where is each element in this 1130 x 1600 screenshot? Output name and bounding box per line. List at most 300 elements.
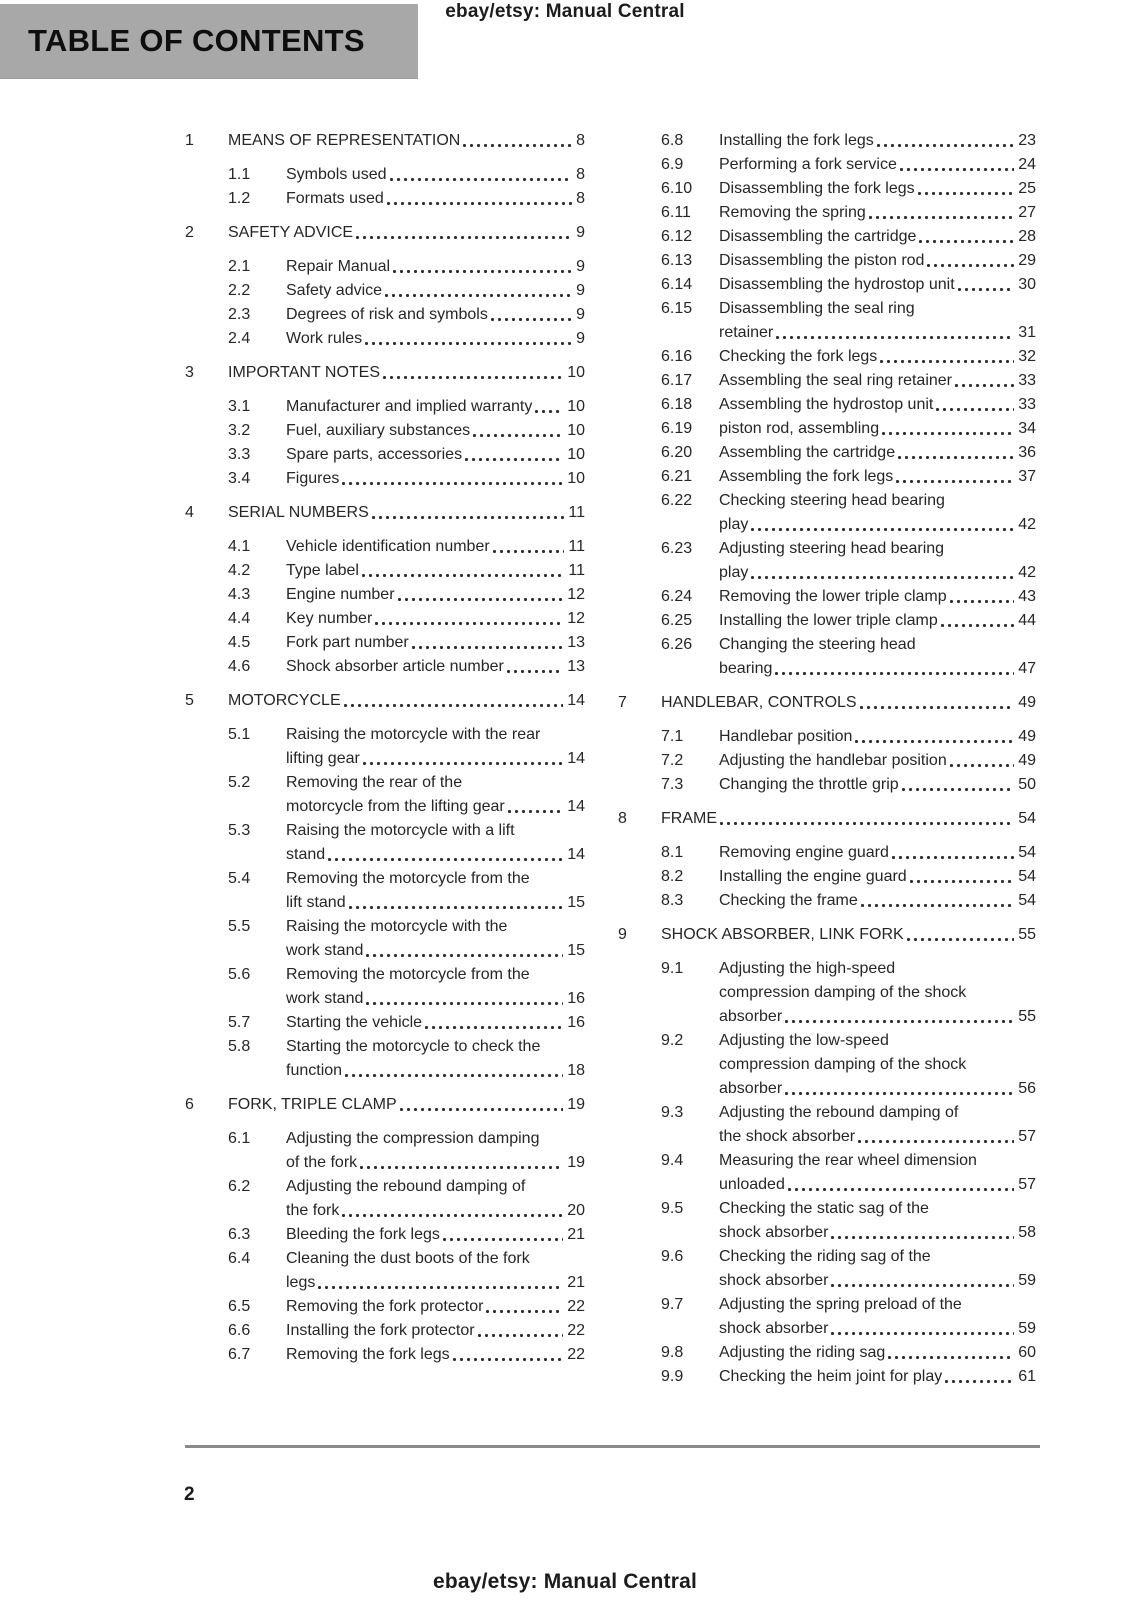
dot-leader — [907, 923, 1014, 947]
toc-entry-title — [286, 1035, 585, 1083]
toc-entry-page: 47 — [1018, 660, 1036, 677]
toc-entry-page: 50 — [1018, 776, 1036, 793]
toc-entry-number: 6.10 — [661, 180, 693, 197]
toc-entry-page: 12 — [567, 610, 585, 627]
toc-title-line: SERIAL NUMBERS — [228, 504, 369, 521]
dot-leader — [425, 1011, 563, 1035]
toc-entry-number: 6.2 — [228, 1178, 251, 1195]
toc-title-line: Symbols used — [286, 166, 387, 183]
dot-leader — [372, 501, 565, 525]
dot-leader — [400, 1093, 564, 1117]
toc-entry-title — [719, 297, 1036, 345]
toc-entry-8.2[interactable] — [618, 865, 1036, 889]
toc-entry-6.17[interactable] — [618, 369, 1036, 393]
toc-entry-number: 3.4 — [228, 470, 251, 487]
toc-entry-2.2[interactable] — [185, 279, 585, 303]
toc-entry-3.2[interactable] — [185, 419, 585, 443]
toc-title-line: Assembling the cartridge — [719, 444, 896, 461]
dot-leader — [751, 561, 1014, 585]
toc-entry-title — [286, 559, 585, 583]
toc-entry-page: 9 — [576, 224, 585, 241]
toc-entry-title — [719, 177, 1036, 201]
toc-entry-number: 3 — [185, 364, 194, 381]
toc-entry-4.6[interactable] — [185, 655, 585, 679]
toc-title-line: HANDLEBAR, CONTROLS — [661, 694, 857, 711]
toc-entry-number: 5.8 — [228, 1038, 251, 1055]
toc-entry-page: 34 — [1018, 420, 1036, 437]
toc-title-line: Disassembling the hydrostop unit — [719, 276, 955, 293]
toc-entry-title — [286, 607, 585, 631]
dot-leader — [860, 691, 1015, 715]
dot-leader — [720, 807, 1014, 831]
toc-entry-9.3[interactable] — [618, 1101, 1036, 1149]
toc-entry-6.24[interactable] — [618, 585, 1036, 609]
toc-entry-6.9[interactable] — [618, 153, 1036, 177]
toc-title-line: Adjusting the handlebar position — [719, 752, 947, 769]
dot-leader — [478, 1319, 564, 1343]
toc-entry-title — [719, 957, 1036, 1029]
dot-leader — [855, 725, 1014, 749]
toc-entry-6.1[interactable] — [185, 1127, 585, 1175]
toc-title-line: Removing the rear of the — [286, 774, 463, 791]
toc-entry-number: 9.2 — [661, 1032, 684, 1049]
toc-entry-6.6[interactable] — [185, 1319, 585, 1343]
toc-entry-4[interactable] — [185, 501, 585, 525]
toc-title-line: Starting the motorcycle to check the — [286, 1038, 541, 1055]
toc-entry-2.1[interactable] — [185, 255, 585, 279]
toc-entry-title — [286, 467, 585, 491]
toc-title-line: play — [719, 564, 749, 581]
toc-entry-title — [719, 465, 1036, 489]
toc-entry-number: 4.4 — [228, 610, 251, 627]
dot-leader — [342, 467, 563, 491]
dot-leader — [877, 129, 1014, 153]
toc-entry-number: 4 — [185, 504, 194, 521]
toc-entry-number: 6.6 — [228, 1322, 251, 1339]
toc-entry-page: 12 — [567, 586, 585, 603]
dot-leader — [398, 583, 564, 607]
toc-entry-number: 6.18 — [661, 396, 693, 413]
toc-entry-title — [719, 1245, 1036, 1293]
toc-entry-number: 9.1 — [661, 960, 684, 977]
toc-entry-page: 30 — [1018, 276, 1036, 293]
toc-title-line: unloaded — [719, 1176, 785, 1193]
toc-entry-title — [719, 417, 1036, 441]
dot-leader — [775, 657, 1014, 681]
toc-entry-2.4[interactable] — [185, 327, 585, 351]
toc-entry-6.11[interactable] — [618, 201, 1036, 225]
dot-leader — [869, 201, 1014, 225]
toc-entry-title — [719, 249, 1036, 273]
toc-entry-title — [286, 187, 585, 211]
page-header-label: ebay/etsy: Manual Central — [445, 1, 685, 22]
toc-entry-page: 14 — [567, 846, 585, 863]
toc-title-line: Safety advice — [286, 282, 383, 299]
toc-entry-page: 59 — [1018, 1272, 1036, 1289]
toc-entry-7.2[interactable] — [618, 749, 1036, 773]
toc-entry-6.2[interactable] — [185, 1175, 585, 1223]
toc-entry-title — [228, 501, 585, 525]
toc-entry-6.18[interactable] — [618, 393, 1036, 417]
toc-entry-5.7[interactable] — [185, 1011, 585, 1035]
toc-entry-title — [719, 441, 1036, 465]
toc-entry-number: 4.5 — [228, 634, 251, 651]
toc-entry-6.19[interactable] — [618, 417, 1036, 441]
toc-title-line: Engine number — [286, 586, 395, 603]
toc-entry-7.1[interactable] — [618, 725, 1036, 749]
toc-entry-4.2[interactable] — [185, 559, 585, 583]
toc-entry-6.13[interactable] — [618, 249, 1036, 273]
toc-entry-title — [719, 841, 1036, 865]
toc-entry-9.9[interactable] — [618, 1365, 1036, 1389]
toc-entry-number: 9.4 — [661, 1152, 684, 1169]
toc-entry-5.5[interactable] — [185, 915, 585, 963]
toc-title-line: compression damping of the shock — [719, 1056, 967, 1073]
dot-leader — [463, 129, 572, 153]
toc-entry-9.4[interactable] — [618, 1149, 1036, 1197]
toc-title-line: the shock absorber — [719, 1128, 856, 1145]
toc-entry-title — [286, 255, 585, 279]
dot-leader — [831, 1221, 1014, 1245]
dot-leader — [788, 1173, 1014, 1197]
toc-entry-page: 57 — [1018, 1176, 1036, 1193]
toc-entry-title — [286, 915, 585, 963]
toc-entry-title — [286, 631, 585, 655]
toc-entry-5.3[interactable] — [185, 819, 585, 867]
toc-title-line: Disassembling the piston rod — [719, 252, 925, 269]
toc-entry-5.8[interactable] — [185, 1035, 585, 1083]
dot-leader — [927, 249, 1014, 273]
toc-entry-8[interactable] — [618, 807, 1036, 831]
dot-leader — [861, 889, 1014, 913]
dot-leader — [919, 225, 1014, 249]
toc-title-line: Adjusting the low-speed — [719, 1032, 889, 1049]
toc-entry-9.6[interactable] — [618, 1245, 1036, 1293]
toc-entry-title — [719, 201, 1036, 225]
toc-entry-page: 56 — [1018, 1080, 1036, 1097]
toc-entry-page: 16 — [567, 1014, 585, 1031]
toc-title-line: Assembling the hydrostop unit — [719, 396, 934, 413]
toc-entry-4.1[interactable] — [185, 535, 585, 559]
toc-entry-number: 6.9 — [661, 156, 684, 173]
dot-leader — [366, 939, 563, 963]
toc-entry-number: 6.8 — [661, 132, 684, 149]
toc-entry-title — [286, 723, 585, 771]
toc-entry-6.7[interactable] — [185, 1343, 585, 1367]
toc-entry-page: 11 — [568, 562, 585, 579]
toc-entry-number: 5.4 — [228, 870, 251, 887]
toc-entry-number: 6.5 — [228, 1298, 251, 1315]
toc-entry-3[interactable] — [185, 361, 585, 385]
toc-title-line: Work rules — [286, 330, 363, 347]
dot-leader — [486, 1295, 563, 1319]
dot-leader — [366, 987, 563, 1011]
toc-entry-page: 9 — [576, 330, 585, 347]
toc-entry-8.1[interactable] — [618, 841, 1036, 865]
toc-entry-number: 9 — [618, 926, 627, 943]
toc-entry-number: 9.5 — [661, 1200, 684, 1217]
toc-entry-number: 8.1 — [661, 844, 684, 861]
toc-entry-3.3[interactable] — [185, 443, 585, 467]
toc-entry-title — [286, 1127, 585, 1175]
toc-entry-number: 6.1 — [228, 1130, 251, 1147]
toc-entry-page: 18 — [567, 1062, 585, 1079]
toc-entry-number: 7.3 — [661, 776, 684, 793]
toc-entry-number: 7.2 — [661, 752, 684, 769]
toc-entry-number: 6.3 — [228, 1226, 251, 1243]
toc-entry-6.20[interactable] — [618, 441, 1036, 465]
toc-entry-page: 22 — [567, 1346, 585, 1363]
toc-entry-number: 5.1 — [228, 726, 251, 743]
toc-entry-6.16[interactable] — [618, 345, 1036, 369]
toc-title-line: Removing the motorcycle from the — [286, 966, 530, 983]
toc-title-line: Removing the motorcycle from the — [286, 870, 530, 887]
toc-entry-6.8[interactable] — [618, 129, 1036, 153]
dot-leader — [776, 321, 1014, 345]
toc-title-line: Vehicle identification number — [286, 538, 490, 555]
toc-entry-1.2[interactable] — [185, 187, 585, 211]
toc-title-line: Checking the riding sag of the — [719, 1248, 931, 1265]
toc-title-line: Handlebar position — [719, 728, 853, 745]
toc-title-line: Raising the motorcycle with a lift — [286, 822, 515, 839]
dot-leader — [508, 795, 563, 819]
toc-title-line: lift stand — [286, 894, 346, 911]
toc-entry-title — [286, 1011, 585, 1035]
toc-entry-9.5[interactable] — [618, 1197, 1036, 1245]
toc-entry-title — [286, 1319, 585, 1343]
toc-entry-page: 31 — [1018, 324, 1036, 341]
dot-leader — [880, 345, 1014, 369]
toc-title-line: Installing the engine guard — [719, 868, 907, 885]
toc-title-line: FORK, TRIPLE CLAMP — [228, 1096, 397, 1113]
toc-entry-6.25[interactable] — [618, 609, 1036, 633]
toc-title-line: Type label — [286, 562, 359, 579]
toc-entry-number: 5.2 — [228, 774, 251, 791]
toc-title-line: Figures — [286, 470, 340, 487]
toc-entry-title — [286, 583, 585, 607]
toc-entry-number: 2.4 — [228, 330, 251, 347]
toc-title-line: Raising the motorcycle with the — [286, 918, 508, 935]
toc-entry-number: 8.3 — [661, 892, 684, 909]
toc-entry-number: 1.1 — [228, 166, 251, 183]
toc-entry-2.3[interactable] — [185, 303, 585, 327]
toc-entry-title — [719, 345, 1036, 369]
toc-entry-title — [286, 1175, 585, 1223]
toc-title-line: SHOCK ABSORBER, LINK FORK — [661, 926, 904, 943]
toc-entry-page: 27 — [1018, 204, 1036, 221]
dot-leader — [751, 513, 1014, 537]
toc-entry-number: 1.2 — [228, 190, 251, 207]
toc-entry-page: 54 — [1018, 844, 1036, 861]
toc-column-right — [618, 129, 1036, 1389]
toc-entry-title — [228, 1093, 585, 1117]
dot-leader — [910, 865, 1015, 889]
toc-entry-page: 9 — [576, 282, 585, 299]
dot-leader — [473, 419, 563, 443]
toc-entry-6.14[interactable] — [618, 273, 1036, 297]
toc-title-line: Raising the motorcycle with the rear — [286, 726, 541, 743]
toc-entry-number: 6.13 — [661, 252, 693, 269]
toc-entry-title — [228, 221, 585, 245]
toc-entry-8.3[interactable] — [618, 889, 1036, 913]
dot-leader — [882, 417, 1014, 441]
toc-entry-page: 54 — [1018, 868, 1036, 885]
toc-entry-page: 9 — [576, 258, 585, 275]
toc-title-line: Disassembling the seal ring — [719, 300, 915, 317]
toc-entry-5[interactable] — [185, 689, 585, 713]
toc-entry-title — [719, 633, 1036, 681]
toc-entry-number: 6.20 — [661, 444, 693, 461]
toc-entry-5.4[interactable] — [185, 867, 585, 915]
toc-entry-page: 25 — [1018, 180, 1036, 197]
toc-entry-page: 23 — [1018, 132, 1036, 149]
toc-entry-number: 5.3 — [228, 822, 251, 839]
toc-title-line: Shock absorber article number — [286, 658, 504, 675]
toc-entry-title — [719, 393, 1036, 417]
toc-title-line: Adjusting the high-speed — [719, 960, 896, 977]
toc-entry-5.6[interactable] — [185, 963, 585, 1011]
toc-entry-page: 22 — [567, 1298, 585, 1315]
toc-entry-9[interactable] — [618, 923, 1036, 947]
toc-entry-number: 9.9 — [661, 1368, 684, 1385]
toc-entry-3.4[interactable] — [185, 467, 585, 491]
toc-title-line: MOTORCYCLE — [228, 692, 341, 709]
toc-entry-6.22[interactable] — [618, 489, 1036, 537]
toc-entry-number: 6.7 — [228, 1346, 251, 1363]
toc-entry-title — [228, 361, 585, 385]
toc-entry-9.7[interactable] — [618, 1293, 1036, 1341]
toc-entry-9.8[interactable] — [618, 1341, 1036, 1365]
toc-entry-page: 15 — [567, 894, 585, 911]
toc-title-line: Removing the lower triple clamp — [719, 588, 947, 605]
toc-entry-number: 4.6 — [228, 658, 251, 675]
toc-entry-number: 9.6 — [661, 1248, 684, 1265]
toc-entry-page: 28 — [1018, 228, 1036, 245]
toc-title-line: shock absorber — [719, 1320, 829, 1337]
toc-entry-6.5[interactable] — [185, 1295, 585, 1319]
toc-entry-4.4[interactable] — [185, 607, 585, 631]
toc-entry-1.1[interactable] — [185, 163, 585, 187]
dot-leader — [390, 163, 573, 187]
toc-entry-page: 49 — [1018, 752, 1036, 769]
toc-entry-page: 8 — [576, 166, 585, 183]
toc-entry-1[interactable] — [185, 129, 585, 153]
toc-entry-page: 21 — [567, 1226, 585, 1243]
toc-title-line: Removing the fork legs — [286, 1346, 450, 1363]
toc-entry-title — [286, 163, 585, 187]
toc-entry-6.21[interactable] — [618, 465, 1036, 489]
toc-entry-9.1[interactable] — [618, 957, 1036, 1029]
toc-entry-5.2[interactable] — [185, 771, 585, 819]
toc-title-line: Checking the frame — [719, 892, 858, 909]
toc-entry-page: 10 — [567, 446, 585, 463]
toc-entry-number: 6.14 — [661, 276, 693, 293]
toc-entry-6.4[interactable] — [185, 1247, 585, 1295]
toc-entry-number: 9.8 — [661, 1344, 684, 1361]
toc-title-line: Disassembling the cartridge — [719, 228, 917, 245]
toc-entry-page: 43 — [1018, 588, 1036, 605]
dot-leader — [507, 655, 563, 679]
toc-title-line: Performing a fork service — [719, 156, 897, 173]
toc-title-line: Adjusting the rebound damping of — [719, 1104, 959, 1121]
toc-entry-page: 8 — [576, 132, 585, 149]
dot-leader — [491, 303, 572, 327]
toc-title-line: Manufacturer and implied warranty — [286, 398, 533, 415]
toc-title-line: shock absorber — [719, 1272, 829, 1289]
toc-entry-7.3[interactable] — [618, 773, 1036, 797]
toc-title-line: Disassembling the fork legs — [719, 180, 915, 197]
toc-entry-6.10[interactable] — [618, 177, 1036, 201]
toc-entry-5.1[interactable] — [185, 723, 585, 771]
toc-entry-page: 16 — [567, 990, 585, 1007]
page-footer-label: ebay/etsy: Manual Central — [432, 1570, 698, 1593]
toc-entry-6.23[interactable] — [618, 537, 1036, 585]
toc-entry-title — [286, 771, 585, 819]
toc-entry-title — [719, 1341, 1036, 1365]
dot-leader — [955, 369, 1014, 393]
dot-leader — [344, 689, 564, 713]
toc-entry-page: 55 — [1018, 1008, 1036, 1025]
toc-title-line: Starting the vehicle — [286, 1014, 423, 1031]
toc-entry-4.3[interactable] — [185, 583, 585, 607]
toc-entry-page: 49 — [1018, 728, 1036, 745]
toc-entry-number: 3.3 — [228, 446, 251, 463]
table-of-contents — [185, 129, 1036, 1389]
toc-title-line: absorber — [719, 1080, 783, 1097]
toc-entry-page: 9 — [576, 306, 585, 323]
toc-entry-number: 5.7 — [228, 1014, 251, 1031]
toc-entry-number: 2.3 — [228, 306, 251, 323]
toc-entry-6.15[interactable] — [618, 297, 1036, 345]
toc-title-line: Degrees of risk and symbols — [286, 306, 488, 323]
toc-entry-3.1[interactable] — [185, 395, 585, 419]
dot-leader — [360, 1151, 563, 1175]
toc-title-line: Adjusting the spring preload of the — [719, 1296, 962, 1313]
toc-entry-title — [286, 395, 585, 419]
dot-leader — [453, 1343, 564, 1367]
toc-entry-title — [719, 225, 1036, 249]
toc-title-line: shock absorber — [719, 1224, 829, 1241]
toc-entry-title — [719, 369, 1036, 393]
toc-entry-6[interactable] — [185, 1093, 585, 1117]
dot-leader — [363, 747, 563, 771]
toc-entry-6.3[interactable] — [185, 1223, 585, 1247]
toc-entry-6.26[interactable] — [618, 633, 1036, 681]
toc-entry-number: 6.26 — [661, 636, 693, 653]
toc-entry-9.2[interactable] — [618, 1029, 1036, 1101]
toc-entry-7[interactable] — [618, 691, 1036, 715]
dot-leader — [918, 177, 1015, 201]
toc-entry-title — [719, 1101, 1036, 1149]
toc-entry-6.12[interactable] — [618, 225, 1036, 249]
toc-title-line: absorber — [719, 1008, 783, 1025]
toc-entry-title — [286, 963, 585, 1011]
toc-entry-4.5[interactable] — [185, 631, 585, 655]
toc-entry-title — [286, 327, 585, 351]
toc-title-line: Checking the heim joint for play — [719, 1368, 943, 1385]
toc-entry-title — [719, 889, 1036, 913]
dot-leader — [356, 221, 572, 245]
toc-entry-title — [719, 865, 1036, 889]
toc-entry-2[interactable] — [185, 221, 585, 245]
toc-entry-title — [719, 1029, 1036, 1101]
toc-entry-number: 6.25 — [661, 612, 693, 629]
dot-leader — [412, 631, 563, 655]
toc-title-line: lifting gear — [286, 750, 360, 767]
dot-leader — [900, 153, 1014, 177]
toc-entry-number: 6.4 — [228, 1250, 251, 1267]
toc-title-line: Removing engine guard — [719, 844, 889, 861]
